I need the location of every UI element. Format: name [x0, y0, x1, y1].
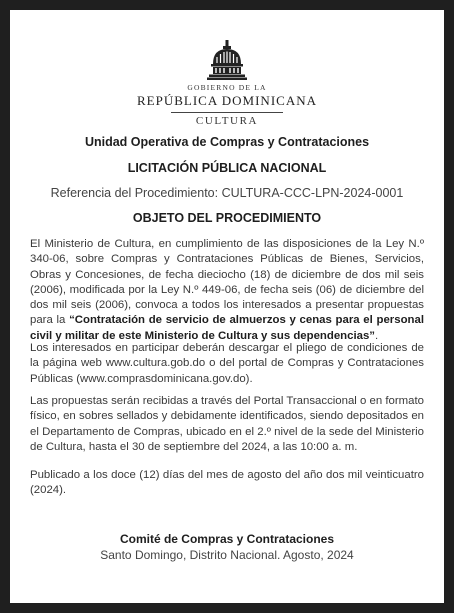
national-palace-dome-icon	[206, 40, 248, 80]
government-line: GOBIERNO DE LA	[187, 83, 267, 92]
paragraph-convocation	[30, 237, 424, 344]
paragraph-convocation-end: .	[375, 329, 379, 342]
procurement-object: “Contratación de servicio de almuerzos y cenas para el personal civil y militar de este Ministerio de Cultura y sus dependencias”	[30, 314, 424, 342]
ministry-line: CULTURA	[195, 115, 259, 127]
paragraph-submission: Las propuestas serán recibidas a través del Portal Transaccional o en formato físico, en sobres sellados y debidamente identificados, siendo depositados en el Departamento de Compras, ubicado en el 2.º nivel de la sede del Ministerio de Cultura, hasta el 30 de septiembre del 2024, a las 10:00 a. m.	[30, 395, 424, 453]
procedure-reference: Referencia del Procedimiento: CULTURA-CCC-LPN-2024-0001	[50, 186, 404, 200]
tender-title: LICITACIÓN PÚBLICA NACIONAL	[127, 161, 327, 175]
section-title: OBJETO DEL PROCEDIMIENTO	[132, 211, 322, 225]
government-logo	[10, 40, 444, 127]
paragraph-download: Los interesados en participar deberán descargar el pliego de condiciones de la página web www.cultura.gob.do o del portal de Compras y Contrataciones Públicas (www.comprasdominicana.gov.do).	[30, 342, 424, 385]
committee-signature: Comité de Compras y Contrataciones	[119, 532, 335, 546]
place-date: Santo Domingo, Distrito Nacional. Agosto, 2024	[100, 548, 354, 562]
logo-divider	[171, 112, 283, 113]
notice-sheet	[10, 10, 444, 603]
paragraph-published: Publicado a los doce (12) días del mes de agosto del año dos mil veinticuatro (2024).	[30, 469, 424, 497]
republic-line: REPÚBLICA DOMINICANA	[137, 93, 317, 108]
paragraph-convocation-text: El Ministerio de Cultura, en cumplimiento de las disposiciones de la Ley N.º 340-06, sobre Compras y Contrataciones Públicas de Bienes, Servicios, Obras y Concesiones, de fecha dieciocho (18) de diciembre de dos mil seis (2006), modificada por la Ley N.º 449-06, de fecha seis (06) de diciembre del dos mil seis (2006), convoca a todos los interesados a presentar propuestas para la	[30, 238, 424, 327]
unit-title: Unidad Operativa de Compras y Contrataciones	[84, 135, 370, 149]
